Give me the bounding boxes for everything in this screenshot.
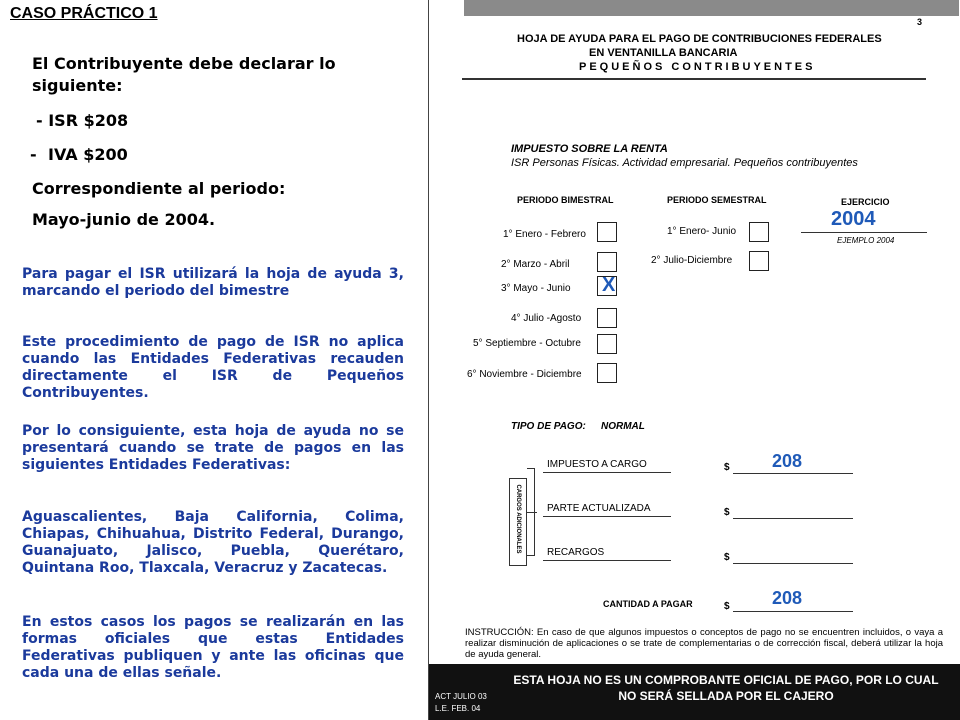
impuesto-cargo-label: IMPUESTO A CARGO [547,459,647,470]
cantidad-currency: $ [724,601,730,612]
semestral-checkbox-1[interactable] [749,222,769,242]
bimestral-checkbox-6[interactable] [597,363,617,383]
form-header-line-1: HOJA DE AYUDA PARA EL PAGO DE CONTRIBUCIONES FEDERALES [517,33,882,45]
iva-dash: - [30,145,37,164]
footer-line-1: ESTA HOJA NO ES UN COMPROBANTE OFICIAL DE PAGO, POR LO CUAL [513,673,939,687]
help-form-sheet [428,0,960,720]
impuesto-amount-line [733,473,853,474]
parte-amount-line [733,518,853,519]
tipo-pago-label: TIPO DE PAGO: [511,421,586,432]
bimestral-checkbox-1[interactable] [597,222,617,242]
paragraph-5: En estos casos los pagos se realizarán en las formas oficiales que estas Entidades Federativas publiquen y ante las oficinas que cada una de ellas señale. [22,614,404,681]
intro-line-1: El Contribuyente debe declarar lo [32,54,336,73]
impuesto-value: 208 [772,451,803,471]
cargos-bracket-mid [527,512,537,513]
cargos-vertical-label: CARGOS ADICIONALES [515,484,521,554]
period-label: Correspondiente al periodo: [32,179,286,198]
impuesto-currency: $ [724,462,730,473]
parte-actualizada-label: PARTE ACTUALIZADA [547,503,651,514]
form-header-line-2: EN VENTANILLA BANCARIA [589,47,738,59]
footer-code-1: ACT JULIO 03 [435,692,487,701]
bimestral-period-4: 4° Julio -Agosto [511,313,582,324]
selected-mark: X [602,274,616,296]
ejercicio-line [801,232,927,233]
recargos-label: RECARGOS [547,547,605,558]
bimestral-period-1: 1° Enero - Febrero [503,229,586,240]
footer-line-2: NO SERÁ SELLADA POR EL CAJERO [618,689,834,703]
tax-subtitle: ISR Personas Físicas. Actividad empresarial. Pequeños contribuyentes [511,157,858,169]
cantidad-label: CANTIDAD A PAGAR [603,599,693,609]
paragraph-4: Aguascalientes, Baja California, Colima, Chiapas, Chihuahua, Distrito Federal, Durango, Guanajuato, Jalisco, Puebla, Querétaro, Quintana Roo, Tlaxcala, Veracruz y Zacatecas. [22,509,404,576]
intro-line-2: siguiente: [32,76,123,95]
bimestral-period-5: 5° Septiembre - Octubre [473,338,581,349]
iva-item: IVA $200 [48,145,128,164]
paragraph-2: Este procedimiento de pago de ISR no aplica cuando las Entidades Federativas recauden directamente el ISR de Pequeños Contribuyentes. [22,334,404,401]
paragraph-1: Para pagar el ISR utilizará la hoja de ayuda 3, marcando el periodo del bimestre [22,266,404,299]
period-value: Mayo-junio de 2004. [32,210,216,229]
ejercicio-value: 2004 [831,208,876,230]
case-title: CASO PRÁCTICO 1 [10,5,158,22]
bimestral-checkbox-5[interactable] [597,334,617,354]
header-gray-bar [464,0,959,16]
footer-code-2: L.E. FEB. 04 [435,704,481,713]
isr-item: - ISR $208 [36,111,129,130]
bimestral-checkbox-4[interactable] [597,308,617,328]
parte-currency: $ [724,507,730,518]
cantidad-amount-line [733,611,853,612]
bimestral-header: PERIODO BIMESTRAL [517,195,614,205]
semestral-checkbox-2[interactable] [749,251,769,271]
footer-bar [429,664,960,720]
impuesto-cargo-line [543,472,671,473]
paragraph-3: Por lo consiguiente, esta hoja de ayuda no se presentará cuando se trate de pagos en las siguientes Entidades Federativas: [22,423,404,473]
form-header-line-3: PEQUEÑOS CONTRIBUYENTES [579,61,816,73]
recargos-amount-line [733,563,853,564]
instruction-text: INSTRUCCIÓN: En caso de que algunos impuestos o conceptos de pago no se encuentren incluidos, o vaya a realizar disminución de aplicaciones o se trate de complementarias o de corrección fiscal, deberá utilizar la hoja de ayuda general. [465,627,943,660]
bimestral-period-3: 3° Mayo - Junio [501,283,571,294]
ejercicio-header: EJERCICIO [841,197,890,207]
semestral-period-1: 1° Enero- Junio [667,226,737,237]
page-number: 3 [917,17,923,27]
bimestral-period-6: 6° Noviembre - Diciembre [467,369,582,380]
recargos-currency: $ [724,552,730,563]
semestral-period-2: 2° Julio-Diciembre [651,255,733,266]
cargos-box [509,478,527,566]
header-rule [462,78,926,80]
semestral-header: PERIODO SEMESTRAL [667,195,767,205]
tipo-pago-value: NORMAL [601,421,645,432]
recargos-line [543,560,671,561]
cantidad-value: 208 [772,588,803,608]
bimestral-period-2: 2° Marzo - Abril [501,259,570,270]
ejercicio-example: EJEMPLO 2004 [837,236,895,245]
tax-title: IMPUESTO SOBRE LA RENTA [511,143,668,155]
parte-actualizada-line [543,516,671,517]
bimestral-checkbox-2[interactable] [597,252,617,272]
